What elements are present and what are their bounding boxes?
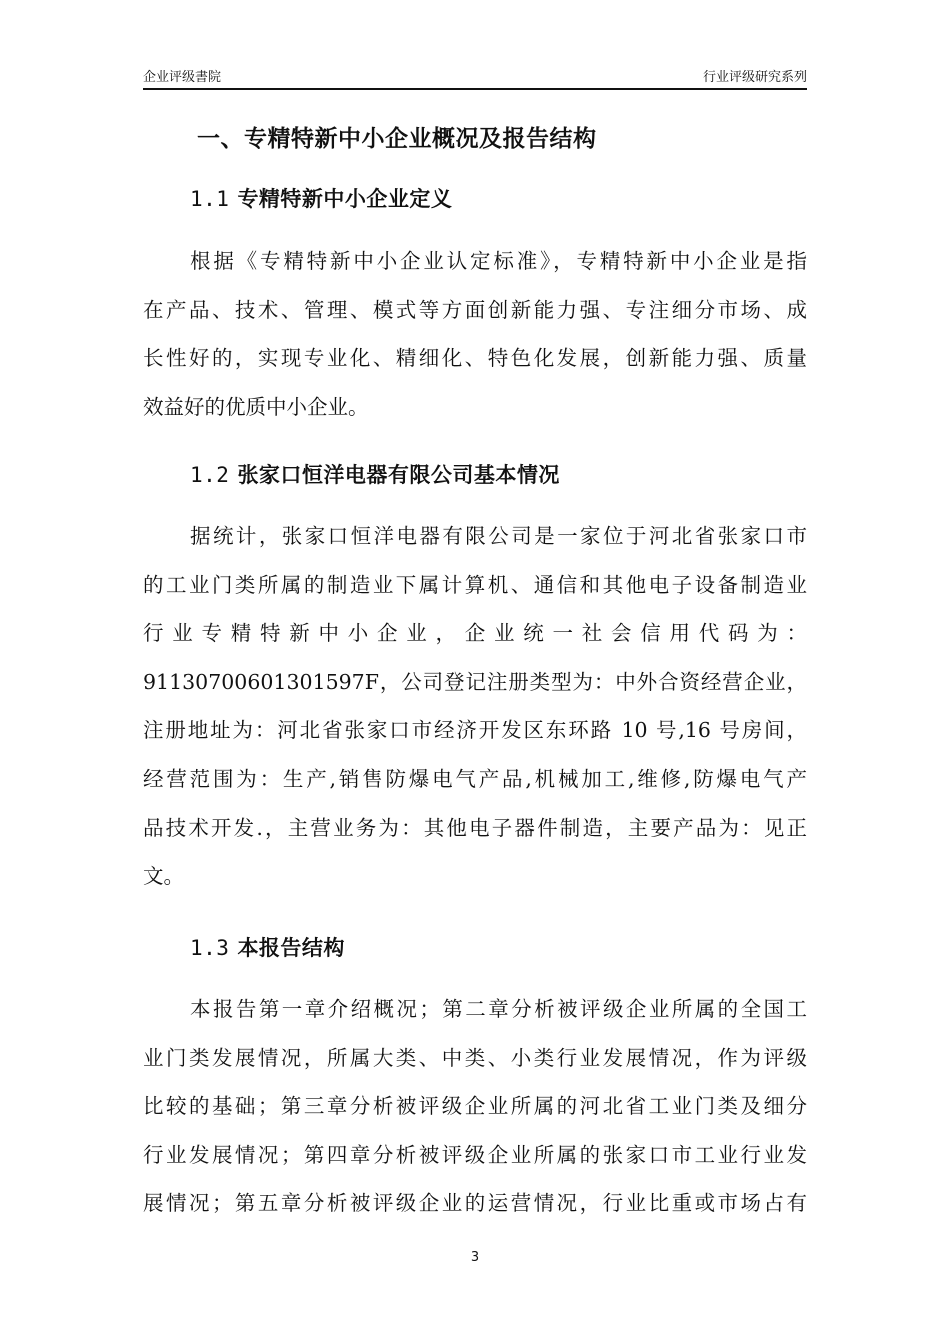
text-line: 业门类发展情况，所属大类、中类、小类行业发展情况，作为评级: [143, 1045, 807, 1070]
paragraph-definition: [143, 246, 807, 440]
section-heading-1-3: [190, 932, 345, 962]
header-divider: [143, 88, 807, 90]
text-line: 根据《专精特新中小企业认定标准》，专精特新中小企业是指: [190, 249, 807, 273]
paragraph-company-info: [143, 521, 807, 910]
text-line: 展情况；第五章分析被评级企业的运营情况，行业比重或市场占有: [143, 1191, 807, 1216]
text-line: 效益好的优质中小企业。: [143, 394, 369, 419]
chapter-title: 一、专精特新中小企业概况及报告结构: [197, 126, 597, 152]
text-line: 的工业门类所属的制造业下属计算机、通信和其他电子设备制造业: [143, 572, 807, 597]
section-heading-1-2: [190, 459, 560, 489]
text-line: 文。: [143, 864, 184, 889]
section-title: 专精特新中小企业定义: [237, 187, 453, 211]
section-number: 1.3: [190, 936, 230, 960]
text-line: 行业发展情况；第四章分析被评级企业所属的张家口市工业行业发: [143, 1142, 807, 1167]
header-left-text: 企业评级書院: [143, 70, 222, 85]
text-line: 91130700601301597F，公司登记注册类型为：中外合资经营企业，: [143, 669, 807, 694]
section-number: 1.2: [190, 463, 230, 487]
paragraph-report-structure: [143, 994, 807, 1237]
text-line: 行业专精特新中小企业，企业统一社会信用代码为：: [143, 621, 807, 646]
section-heading-1-1: [190, 183, 452, 213]
section-number: 1.1: [190, 187, 230, 211]
text-line: 在产品、技术、管理、模式等方面创新能力强、专注细分市场、成: [143, 297, 807, 322]
page-header: [143, 66, 807, 88]
text-line: 据统计，张家口恒洋电器有限公司是一家位于河北省张家口市: [190, 524, 807, 548]
text-line: 本报告第一章介绍概况；第二章分析被评级企业所属的全国工: [190, 997, 807, 1021]
header-right-text: 行业评级研究系列: [702, 70, 807, 85]
text-line: 比较的基础；第三章分析被评级企业所属的河北省工业门类及细分: [143, 1094, 807, 1119]
page-number: 3: [470, 1250, 480, 1265]
text-line: 品技术开发.，主营业务为：其他电子器件制造，主要产品为：见正: [143, 815, 807, 840]
section-title: 本报告结构: [237, 936, 345, 960]
section-title: 张家口恒洋电器有限公司基本情况: [237, 463, 560, 487]
text-line: 注册地址为：河北省张家口市经济开发区东环路 10 号,16 号房间，: [143, 718, 807, 743]
text-line: 经营范围为：生产,销售防爆电气产品,机械加工,维修,防爆电气产: [143, 766, 807, 791]
text-line: 长性好的，实现专业化、精细化、特色化发展，创新能力强、质量: [143, 346, 807, 371]
